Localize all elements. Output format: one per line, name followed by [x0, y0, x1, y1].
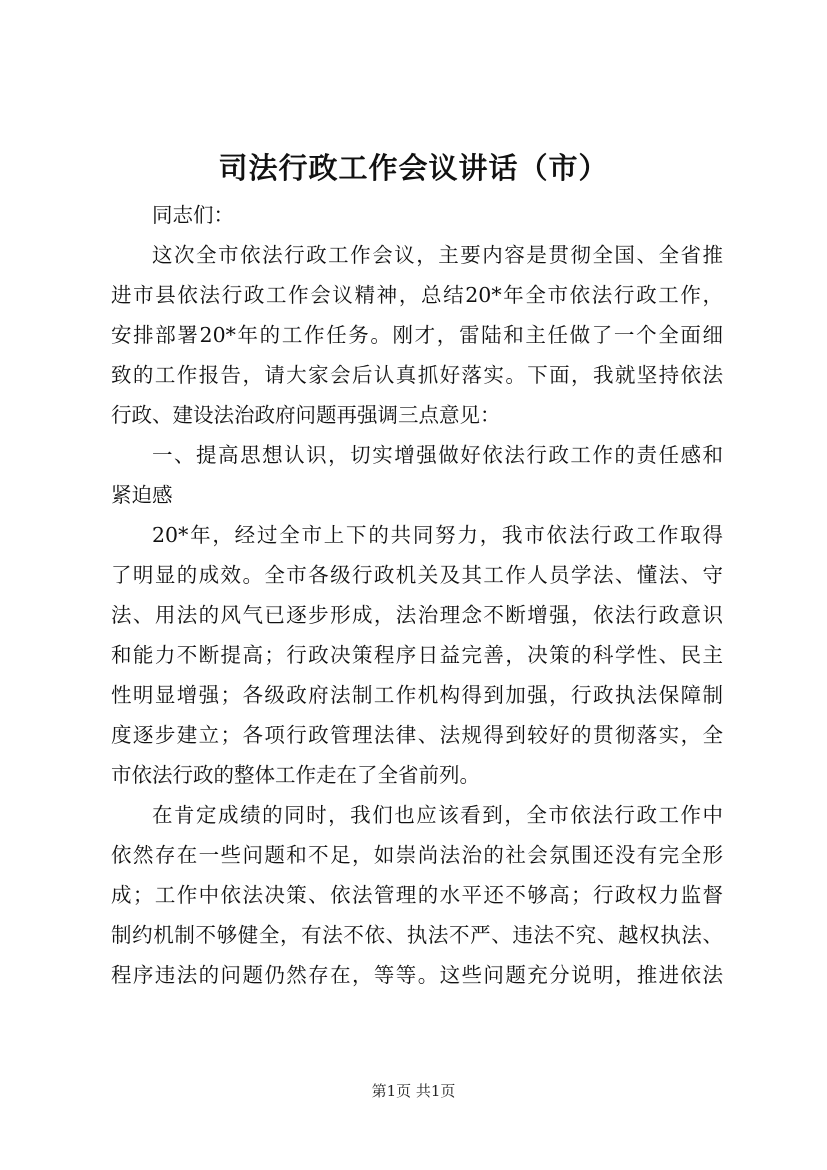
section-heading-line: 一、提高思想认识，切实增强做好依法行政工作的责任感和 — [152, 443, 723, 467]
paragraph-line: 成；工作中依法决策、依法管理的水平还不够高；行政权力监督 — [111, 883, 723, 907]
paragraph-line: 这次全市依法行政工作会议，主要内容是贯彻全国、全省推 — [152, 243, 723, 267]
paragraph-line: 依然存在一些问题和不足，如崇尚法治的社会氛围还没有完全形 — [111, 843, 723, 867]
document-title: 司法行政工作会议讲话（市） — [218, 151, 609, 185]
paragraph-line: 程序违法的问题仍然存在，等等。这些问题充分说明，推进依法 — [111, 963, 723, 987]
section-heading-line: 紧迫感 — [111, 483, 173, 507]
paragraph-line: 致的工作报告，请大家会后认真抓好落实。下面，我就坚持依法 — [111, 363, 723, 387]
paragraph-line: 和能力不断提高；行政决策程序日益完善，决策的科学性、民主 — [111, 643, 723, 667]
paragraph-line: 进市县依法行政工作会议精神，总结20*年全市依法行政工作， — [111, 283, 723, 307]
paragraph-line: 安排部署20*年的工作任务。刚才，雷陆和主任做了一个全面细 — [111, 323, 723, 347]
paragraph-line: 制约机制不够健全，有法不依、执法不严、违法不究、越权执法、 — [111, 923, 723, 947]
paragraph-line: 度逐步建立；各项行政管理法律、法规得到较好的贯彻落实，全 — [111, 723, 723, 747]
paragraph-line: 在肯定成绩的同时，我们也应该看到，全市依法行政工作中 — [152, 803, 723, 827]
page-footer: 第1页 共1页 — [371, 1082, 456, 1100]
document-body — [111, 195, 723, 995]
salutation-line: 同志们： — [152, 203, 234, 227]
paragraph-line: 20*年，经过全市上下的共同努力，我市依法行政工作取得 — [152, 523, 723, 547]
paragraph-line: 行政、建设法治政府问题再强调三点意见： — [111, 403, 501, 427]
paragraph-line: 市依法行政的整体工作走在了全省前列。 — [111, 763, 480, 787]
paragraph-line: 性明显增强；各级政府法制工作机构得到加强，行政执法保障制 — [111, 683, 723, 707]
paragraph-line: 法、用法的风气已逐步形成，法治理念不断增强，依法行政意识 — [111, 603, 723, 627]
paragraph-line: 了明显的成效。全市各级行政机关及其工作人员学法、懂法、守 — [111, 563, 723, 587]
